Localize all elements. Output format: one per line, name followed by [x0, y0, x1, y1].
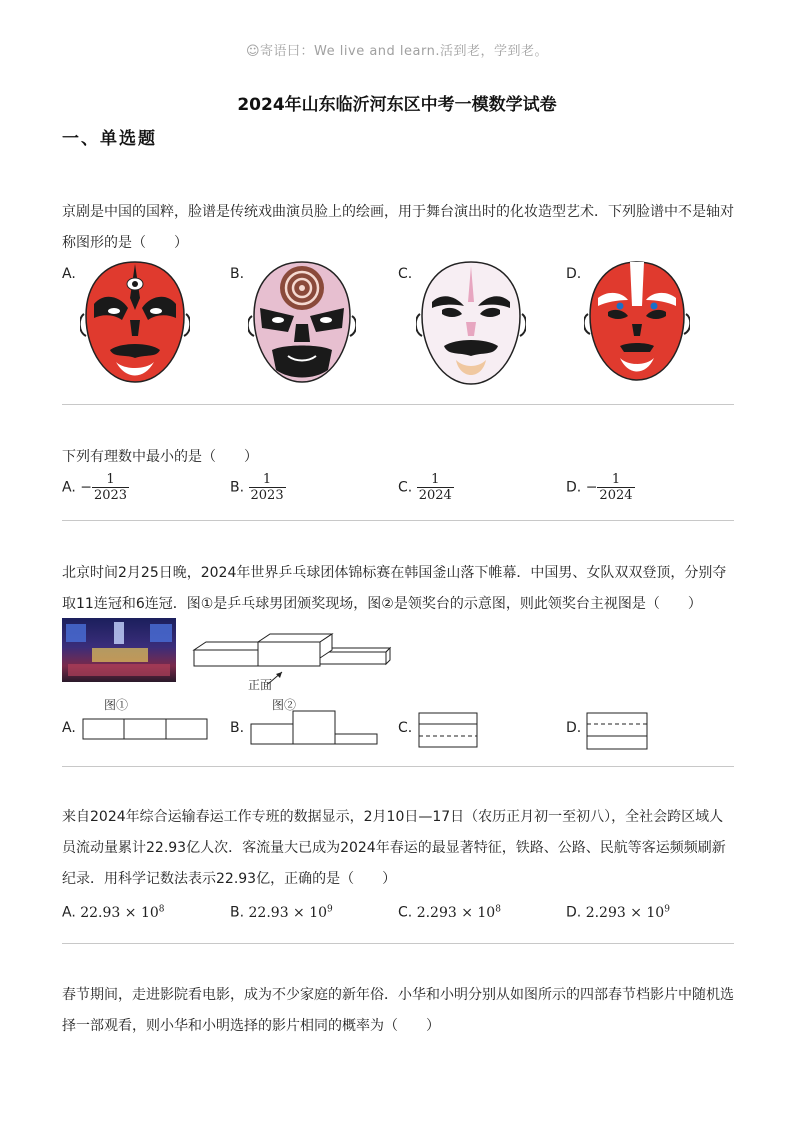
- exponent: 8: [495, 904, 501, 914]
- option-label: B.: [230, 479, 245, 496]
- q2-option-b[interactable]: [230, 472, 286, 503]
- section-heading: 一、单选题: [62, 129, 157, 149]
- q2-option-a[interactable]: [62, 472, 129, 503]
- exponent: 9: [327, 904, 333, 914]
- minus-sign: −: [80, 479, 92, 496]
- q3-option-d-label: D.: [566, 720, 582, 736]
- q2-option-d[interactable]: [566, 472, 635, 503]
- option-label: D.: [566, 479, 582, 496]
- q3-option-d-figure[interactable]: [586, 712, 648, 750]
- fraction: [92, 472, 129, 503]
- numerator: 1: [106, 472, 115, 487]
- q3-option-c-label: C.: [398, 720, 413, 736]
- question-5-text: 春节期间，走进影院看电影，成为不少家庭的新年俗．小华和小明分别从如图所示的四部春节档影片中随机选择一部观看，则小华和小明选择的影片相同的概率为（ ）: [62, 987, 734, 1034]
- option-label: B.: [230, 904, 245, 921]
- denominator: 2024: [418, 488, 452, 503]
- motto: ☺寄语曰：We live and learn.活到老，学到老。: [246, 44, 548, 59]
- exponent: 9: [664, 904, 670, 914]
- divider: [62, 766, 734, 767]
- front-view-label: 正面: [248, 678, 273, 692]
- numerator: 1: [611, 472, 621, 487]
- q1-option-a-label: A.: [62, 266, 76, 282]
- q1-option-c-label: C.: [398, 266, 413, 282]
- question-3-text: 北京时间2月25日晚，2024年世界乒乓球团体锦标赛在韩国釜山落下帷幕．中国男、女队双双登顶，分别夺取11连冠和6连冠．图①是乒乓球男团颁奖现场，图②是领奖台的示意图，则此领奖台主视图是（ ）: [62, 565, 727, 612]
- q3-option-b-figure[interactable]: [250, 710, 378, 746]
- option-label: A.: [62, 479, 76, 496]
- mantissa: 22.93 × 10: [80, 904, 159, 921]
- q3-option-a-figure[interactable]: [82, 718, 208, 740]
- opera-mask-a-image[interactable]: [80, 258, 190, 386]
- q1-option-d-label: D.: [566, 266, 582, 282]
- question-1-text: 京剧是中国的国粹，脸谱是传统戏曲演员脸上的绘画，用于舞台演出时的化妆造型艺术．下列脸谱中不是轴对称图形的是（ ）: [62, 204, 734, 251]
- q4-option-c[interactable]: [398, 904, 501, 921]
- opera-mask-c-image[interactable]: [416, 258, 526, 388]
- divider: [62, 404, 734, 405]
- fraction: [417, 472, 454, 503]
- q4-option-b[interactable]: [230, 904, 333, 921]
- divider: [62, 520, 734, 521]
- option-label: D.: [566, 904, 582, 921]
- figure-2-caption: 图②: [272, 698, 297, 712]
- scientific-notation: [249, 905, 333, 921]
- q3-option-a-label: A.: [62, 720, 76, 736]
- award-ceremony-photo[interactable]: [62, 618, 176, 682]
- mantissa: 2.293 × 10: [585, 904, 665, 921]
- scientific-notation: [80, 905, 164, 921]
- scientific-notation: [586, 905, 670, 921]
- q2-option-c[interactable]: [398, 472, 454, 503]
- minus-sign: −: [585, 479, 598, 496]
- divider: [62, 943, 734, 944]
- fraction: [249, 472, 286, 503]
- denominator: 2023: [250, 488, 284, 503]
- q1-option-b-label: B.: [230, 266, 245, 282]
- q4-option-d[interactable]: [566, 904, 670, 921]
- option-label: C.: [398, 904, 413, 921]
- exponent: 8: [158, 904, 165, 914]
- mantissa: 22.93 × 10: [248, 904, 328, 921]
- scientific-notation: [417, 905, 501, 921]
- denominator: 2023: [93, 488, 128, 503]
- figure-1-caption: 图①: [104, 698, 129, 712]
- question-4-text: 来自2024年综合运输春运工作专班的数据显示，2月10日—17日（农历正月初一至初八），全社会跨区域人员流动量累计22.93亿人次．客流量大已成为2024年春运的最显著特征，铁路、公路、民航等客运频频刷新纪录．用科学记数法表示22.93亿，正确的是（ ）: [62, 809, 726, 887]
- fraction: [597, 472, 634, 503]
- q3-option-b-label: B.: [230, 720, 245, 736]
- denominator: 2024: [599, 488, 633, 503]
- numerator: 1: [431, 472, 440, 487]
- option-label: C.: [398, 479, 413, 496]
- q3-option-c-figure[interactable]: [418, 712, 478, 748]
- numerator: 1: [262, 472, 272, 487]
- q4-option-a[interactable]: [62, 904, 165, 921]
- podium-diagram: [190, 628, 394, 694]
- option-label: A.: [62, 904, 76, 921]
- opera-mask-d-image[interactable]: [584, 258, 690, 384]
- page-title: 2024年山东临沂河东区中考一模数学试卷: [237, 95, 557, 115]
- mantissa: 2.293 × 10: [416, 904, 496, 921]
- opera-mask-b-image[interactable]: [248, 258, 356, 386]
- question-2-text: 下列有理数中最小的是（ ）: [62, 449, 258, 465]
